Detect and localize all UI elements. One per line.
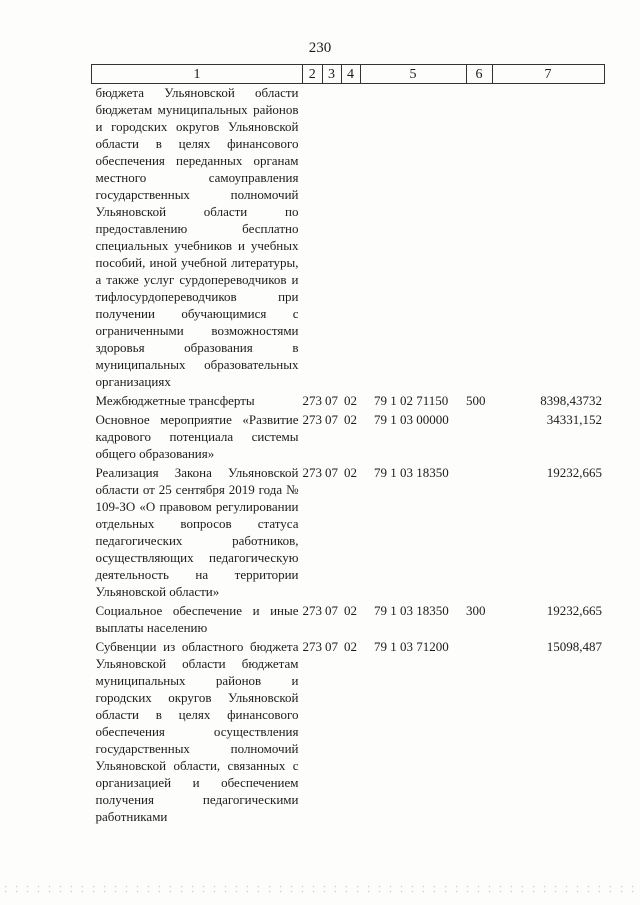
table-row (92, 84, 605, 393)
row-target-article: 79 1 03 00000 (374, 412, 449, 427)
row-amount: 8398,43732 (540, 393, 602, 408)
row-description: Субвенции из областного бюджета Ульяновской области бюджетам муниципальных районов и городских округов Ульяновской области в целях финансового обеспечения осуществления государственных полномочий Ульяновской области, связанных с организацией и обеспечением получения педагогическими работниками (95, 639, 299, 824)
row-expense-type (466, 464, 492, 602)
row-code-section: 07 (325, 639, 338, 654)
row-code-subsection: 02 (344, 412, 357, 427)
row-target-article: 79 1 03 18350 (374, 603, 449, 618)
row-code-subsection: 02 (344, 393, 357, 408)
row-description: Основное мероприятие «Развитие кадрового потенциала системы общего образования» (95, 412, 299, 461)
row-code-section: 07 (325, 465, 338, 480)
row-description: бюджета Ульяновской области бюджетам муниципальных районов и городских округов Ульяновской области в целях финансового обеспечения переданных органам местного самоуправления государственных полномочий Ульяновской области по предоставлению бесплатно специальных учебников и учебных пособий, иной учебной литературы, а также услуг сурдопереводчиков и тифлосурдопереводчиков при получении обучающимися с ограниченными возможностями здоровья образования в муниципальных образовательных организациях (95, 85, 299, 389)
row-target-article: 79 1 02 71150 (374, 393, 449, 408)
header-row (92, 65, 605, 84)
row-code-ministry: 273 (302, 412, 322, 427)
row-expense-type (466, 411, 492, 464)
row-code-ministry (303, 84, 323, 393)
column-header-6: 6 (466, 65, 492, 84)
table-row (92, 638, 605, 827)
row-amount: 34331,152 (546, 412, 602, 427)
row-amount: 19232,665 (546, 465, 602, 480)
row-code-section (322, 84, 341, 393)
row-expense-type (466, 84, 492, 393)
row-expense-type: 500 (466, 393, 486, 408)
row-code-section: 07 (325, 393, 338, 408)
row-code-subsection (341, 84, 360, 393)
column-header-5: 5 (360, 65, 466, 84)
row-code-section: 07 (325, 412, 338, 427)
page-number: 230 (308, 40, 332, 56)
row-code-subsection: 02 (344, 465, 357, 480)
row-code-ministry: 273 (302, 639, 322, 654)
column-header-3: 3 (322, 65, 341, 84)
column-header-7: 7 (492, 65, 604, 84)
row-target-article: 79 1 03 71200 (374, 639, 449, 654)
row-target-article: 79 1 03 18350 (374, 465, 449, 480)
row-code-ministry: 273 (302, 393, 322, 408)
row-amount: 19232,665 (546, 603, 602, 618)
row-code-ministry: 273 (302, 465, 322, 480)
row-expense-type: 300 (466, 603, 486, 618)
table-row (92, 411, 605, 464)
row-amount (492, 84, 604, 393)
row-code-section: 07 (325, 603, 338, 618)
row-expense-type (466, 638, 492, 827)
row-code-subsection: 02 (344, 603, 357, 618)
column-header-1: 1 (92, 65, 303, 84)
scan-noise (0, 884, 640, 894)
column-header-2: 2 (303, 65, 323, 84)
table-row (92, 392, 605, 411)
table-row (92, 602, 605, 638)
column-header-4: 4 (341, 65, 360, 84)
row-target-article (360, 84, 466, 393)
row-description: Межбюджетные трансферты (95, 393, 255, 408)
row-description: Реализация Закона Ульяновской области от 25 сентября 2019 года № 109-ЗО «О правовом регулировании отдельных вопросов статуса педагогических работников, осуществляющих педагогическую деятельность на территории Ульяновской области» (95, 465, 299, 599)
budget-table (91, 64, 605, 827)
table-row (92, 464, 605, 602)
row-description: Социальное обеспечение и иные выплаты населению (95, 603, 299, 635)
row-amount: 15098,487 (546, 639, 602, 654)
row-code-subsection: 02 (344, 639, 357, 654)
row-code-ministry: 273 (302, 603, 322, 618)
